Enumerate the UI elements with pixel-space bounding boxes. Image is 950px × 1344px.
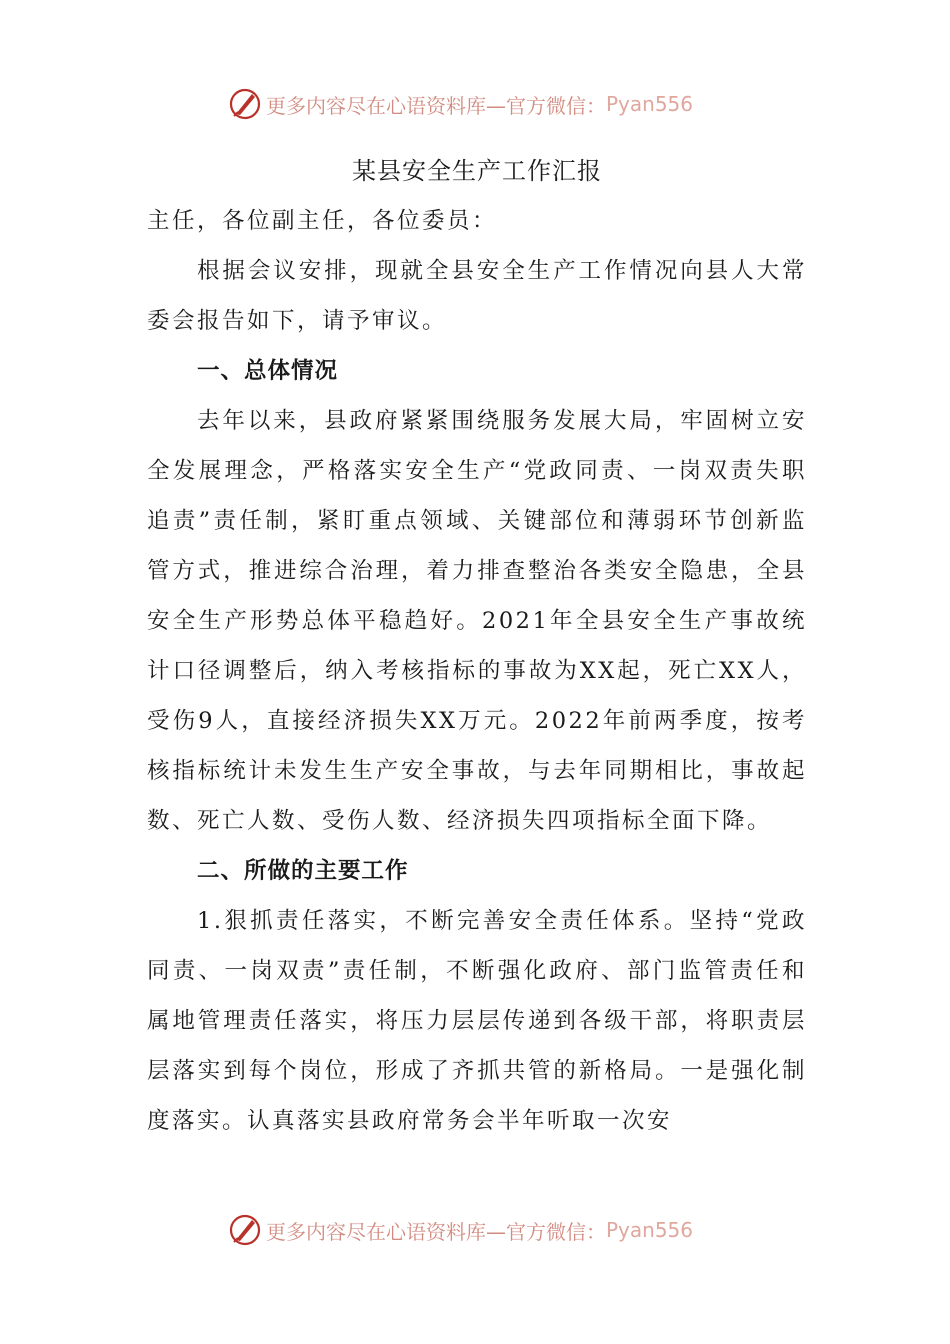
section1-heading: 一、总体情况 <box>197 358 339 384</box>
document-body <box>147 146 807 1146</box>
quill-pen-logo-icon <box>228 87 262 121</box>
watermark-text: 更多内容尽在心语资料库—官方微信： <box>266 1219 606 1244</box>
section1-paragraph: 去年以来，县政府紧紧围绕服务发展大局，牢固树立安全发展理念，严格落实安全生产“党政同责、一岗双责失职追责”责任制，紧盯重点领域、关键部位和薄弱环节创新监管方式，推进综合治理，着力排查整治各类安全隐患，全县安全生产形势总体平稳趋好。2021年全县安全生产事故统计口径调整后，纳入考核指标的事故为XX起，死亡XX人，受伤9人，直接经济损失XX万元。2022年前两季度，按考核指标统计未发生生产安全事故，与去年同期相比，事故起数、死亡人数、受伤人数、经济损失四项指标全面下降。 <box>147 408 807 834</box>
document-title: 某县安全生产工作汇报 <box>352 157 602 185</box>
salutation: 主任，各位副主任，各位委员： <box>147 208 498 234</box>
section2-heading: 二、所做的主要工作 <box>197 858 409 884</box>
quill-pen-logo-icon <box>228 1213 262 1247</box>
watermark-handle: Pyan556 <box>606 92 694 116</box>
watermark-text: 更多内容尽在心语资料库—官方微信： <box>266 93 606 118</box>
section2-item1-paragraph: 1.狠抓责任落实，不断完善安全责任体系。坚持“党政同责、一岗双责”责任制，不断强化政府、部门监管责任和属地管理责任落实，将压力层层传递到各级干部，将职责层层落实到每个岗位，形成了齐抓共管的新格局。一是强化制度落实。认真落实县政府常务会半年听取一次安 <box>147 908 807 1134</box>
watermark-handle: Pyan556 <box>606 1218 694 1242</box>
watermark-header <box>228 84 748 124</box>
watermark-footer <box>228 1210 748 1250</box>
intro-paragraph: 根据会议安排，现就全县安全生产工作情况向县人大常委会报告如下，请予审议。 <box>147 258 807 334</box>
